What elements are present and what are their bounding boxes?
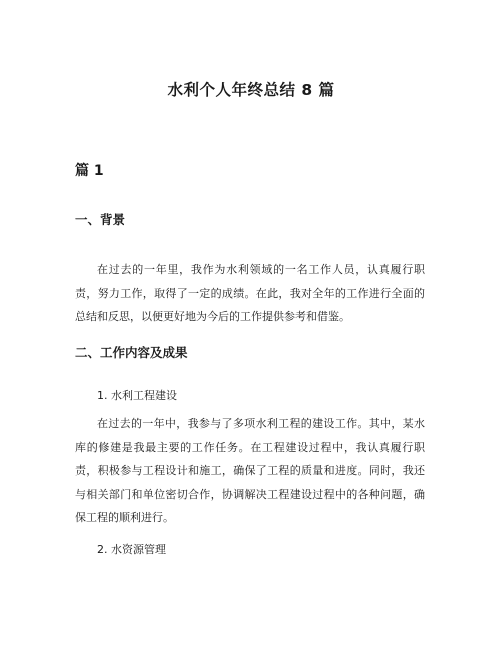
part-heading: 篇 1 (75, 163, 104, 179)
list-item-label: 1. 水利工程建设 (97, 389, 177, 402)
section-heading-work: 二、工作内容及成果 (75, 345, 188, 360)
list-item-paragraph: 在过去的一年中，我参与了多项水利工程的建设工作。其中，某水库的修建是我最主要的工作任务。在工程建设过程中，我认真履行职责，积极参与工程设计和施工，确保了工程的质量和进度。同时，我还与相关部门和单位密切合作，协调解决工程建设过程中的各种问题，确保工程的顺利进行。 (75, 417, 425, 524)
list-item-label: 2. 水资源管理 (97, 543, 166, 556)
background-paragraph: 在过去的一年里，我作为水利领域的一名工作人员，认真履行职责，努力工作，取得了一定的成绩。在此，我对全年的工作进行全面的总结和反思，以便更好地为今后的工作提供参考和借鉴。 (75, 263, 425, 323)
document-title: 水利个人年终总结 8 篇 (167, 81, 335, 99)
section-heading-background: 一、背景 (75, 212, 126, 227)
